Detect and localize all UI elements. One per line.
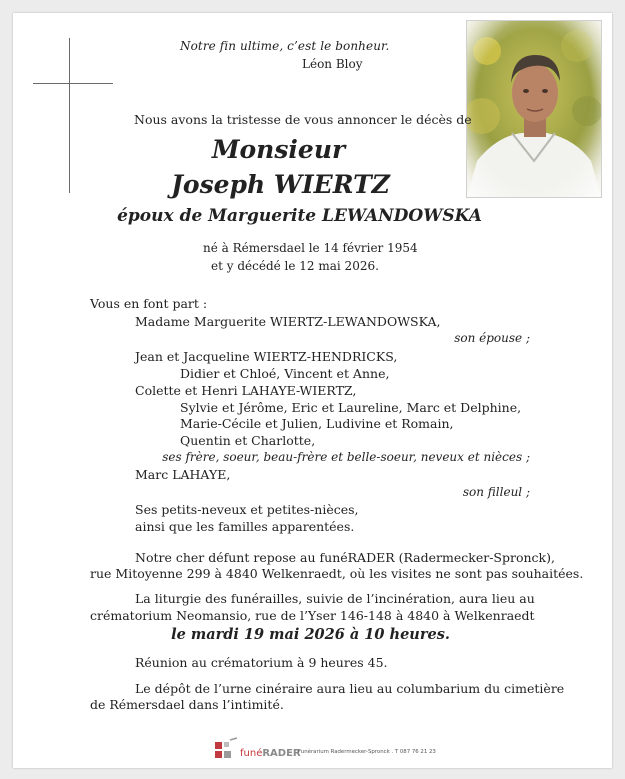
family-line: Marc LAHAYE, (135, 467, 231, 482)
paragraph-line: crématorium Neomansio, rue de l’Yser 146-148 à 4840 à Welkenraedt (90, 608, 535, 623)
paragraph-line: Le dépôt de l’urne cinéraire aura lieu au columbarium du cimetière (135, 681, 565, 696)
family-role: son épouse ; (454, 331, 530, 345)
intro-text: Nous avons la tristesse de vous annoncer le décès de (134, 112, 472, 127)
funerader-logo-icon (213, 736, 239, 764)
honorific: Monsieur (211, 135, 346, 164)
brand-name: funéRADER (240, 748, 301, 759)
paragraph-line: La liturgie des funérailles, suivie de l’incinération, aura lieu au (135, 591, 535, 606)
family-line: Quentin et Charlotte, (180, 433, 316, 448)
death-line: et y décédé le 12 mai 2026. (211, 259, 379, 273)
family-line: Colette et Henri LAHAYE-WIERTZ, (135, 383, 357, 398)
family-line: Jean et Jacqueline WIERTZ-HENDRICKS, (135, 349, 398, 364)
family-line: ainsi que les familles apparentées. (135, 519, 355, 534)
family-role: ses frère, soeur, beau-frère et belle-soeur, neveux et nièces ; (162, 450, 530, 464)
birth-line: né à Rémersdael le 14 février 1954 (203, 241, 418, 255)
family-line: Madame Marguerite WIERTZ-LEWANDOWSKA, (135, 314, 441, 329)
family-line: Didier et Chloé, Vincent et Anne, (180, 366, 390, 381)
spouse-line: époux de Marguerite LEWANDOWSKA (117, 206, 482, 226)
deceased-name: Joseph WIERTZ (171, 170, 390, 199)
family-line: Marie-Cécile et Julien, Ludivine et Romain, (180, 416, 454, 431)
paragraph-line: de Rémersdael dans l’intimité. (90, 697, 284, 712)
paragraph-line: Réunion au crématorium à 9 heures 45. (135, 655, 388, 670)
paragraph-line: rue Mitoyenne 299 à 4840 Welkenraedt, où les visites ne sont pas souhaitées. (90, 566, 584, 581)
quote-author: Léon Bloy (302, 57, 363, 71)
family-heading: Vous en font part : (90, 296, 208, 311)
family-line: Ses petits-neveux et petites-nièces, (135, 502, 359, 517)
family-role: son filleul ; (462, 485, 530, 499)
paragraph-line: Notre cher défunt repose au funéRADER (Radermecker-Spronck), (135, 550, 555, 565)
cross-horizontal (33, 83, 113, 84)
ceremony-date: le mardi 19 mai 2026 à 10 heures. (171, 626, 450, 643)
brand-details: Funérarium Radermecker-Spronck . T 087 76 21 23 (298, 749, 436, 755)
family-line: Sylvie et Jérôme, Eric et Laureline, Marc et Delphine, (180, 400, 522, 415)
quote-text: Notre fin ultime, c’est le bonheur. (180, 39, 390, 53)
